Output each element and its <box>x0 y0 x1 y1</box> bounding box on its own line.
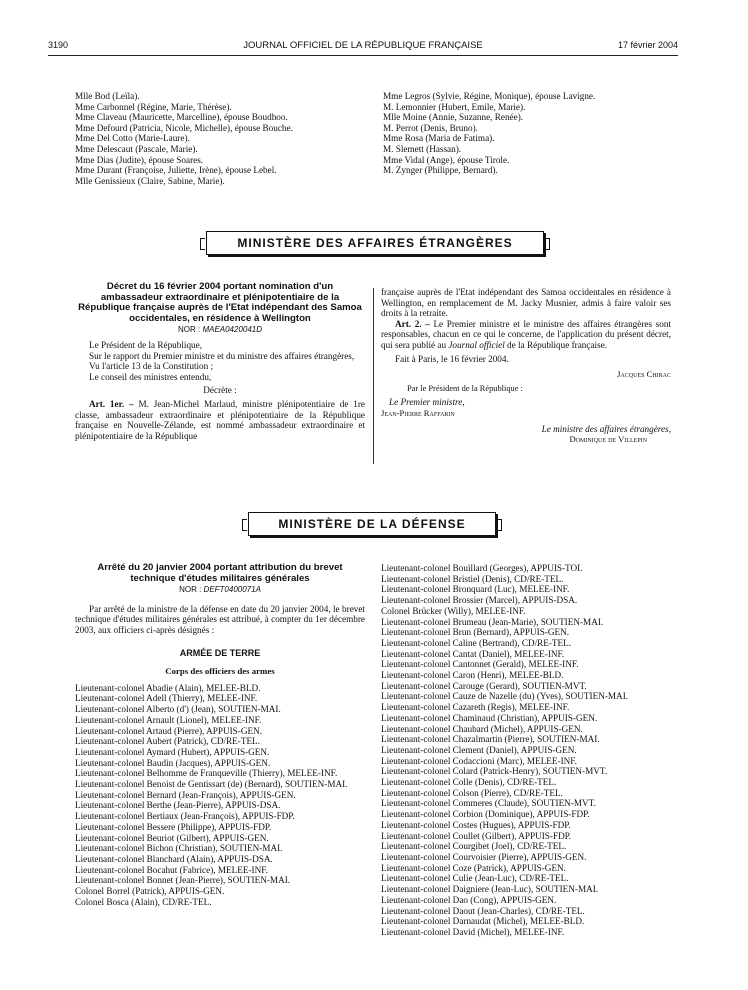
officer-entry: Lieutenant-colonel Bonnet (Jean-Pierre), SOUTIEN-MAI. <box>75 875 291 886</box>
officer-entry: Lieutenant-colonel Costes (Hugues), APPUIS-FDP. <box>381 819 571 830</box>
officer-entry: Lieutenant-colonel Culie (Jean-Luc), CD/RE-TEL. <box>381 873 569 884</box>
officer-entry: Colonel Borrel (Patrick), APPUIS-GEN. <box>75 886 225 897</box>
officer-entry: Lieutenant-colonel Caron (Henri), MELEE-BLD. <box>381 670 564 681</box>
officer-entry: Lieutenant-colonel Chaminaud (Christian), APPUIS-GEN. <box>381 712 598 723</box>
name-list-item: M. Lemonnier (Hubert, Emile, Marie). <box>383 101 526 112</box>
officer-entry: Lieutenant-colonel Chaubard (Michel), APPUIS-GEN. <box>381 723 583 734</box>
officer-entry: Lieutenant-colonel Coze (Patrick), APPUIS-GEN. <box>381 862 566 873</box>
officer-entry: Lieutenant-colonel Courgibet (Joel), CD/RE-TEL. <box>381 841 567 852</box>
officer-entry: Lieutenant-colonel Carouge (Gerard), SOUTIEN-MVT. <box>381 680 587 691</box>
decree-left-column <box>75 282 365 441</box>
officer-entry: Lieutenant-colonel Abadie (Alain), MELEE-BLD. <box>75 682 261 693</box>
name-list-item: Mlle Genissieux (Claire, Sabine, Marie). <box>75 175 225 186</box>
page-number: 3190 <box>48 40 69 50</box>
officer-entry: Lieutenant-colonel Cazareth (Regis), MELEE-INF. <box>381 702 570 713</box>
officer-entry: Lieutenant-colonel Bichon (Christian), SOUTIEN-MAI. <box>75 843 283 854</box>
decree-article-2 <box>381 319 671 351</box>
decree-title: Décret du 16 février 2004 portant nomination d'un ambassadeur extraordinaire et plénipotentiaire de la République française auprès de l'Etat indépendant des Samoa occidentales, en résidence à Wellington <box>78 281 362 324</box>
decree-decrete: Décrète : <box>203 385 237 396</box>
article-2-end: de la République française. <box>507 339 608 350</box>
decree-p1: Le Président de la République, <box>89 339 203 350</box>
journal-officiel-italic: Journal officiel <box>448 339 505 350</box>
journal-title: JOURNAL OFFICIEL DE LA RÉPUBLIQUE FRANÇAISE <box>243 40 483 51</box>
officer-entry: Lieutenant-colonel Darnaudat (Michel), MELEE-BLD. <box>381 916 585 927</box>
name-list-item: Mme Legros (Sylvie, Régine, Monique), épouse Lavigne. <box>383 91 596 101</box>
ministry-banner-defense: MINISTÈRE DE LA DÉFENSE <box>248 512 496 536</box>
officer-entry: Lieutenant-colonel Commeres (Claude), SOUTIEN-MVT. <box>381 798 596 809</box>
decree-p2: Sur le rapport du Premier ministre et du ministre des affaires étrangères, <box>89 350 355 361</box>
officer-entry: Lieutenant-colonel Cauze de Nazelle (du) (Yves), SOUTIEN-MAI. <box>381 691 629 702</box>
officer-entry: Lieutenant-colonel Berthe (Jean-Pierre), APPUIS-DSA. <box>75 800 281 811</box>
officer-entry: Lieutenant-colonel Caline (Bertrand), CD/RE-TEL. <box>381 637 572 648</box>
officer-entry: Lieutenant-colonel Courvoisier (Pierre), APPUIS-GEN. <box>381 851 587 862</box>
nor-code: DEFT0400071A <box>203 585 261 595</box>
officer-entry: Lieutenant-colonel Alberto (d') (Jean), SOUTIEN-MAI. <box>75 704 281 715</box>
officer-entry: Lieutenant-colonel Bertiaux (Jean-François), APPUIS-FDP. <box>75 811 295 822</box>
name-list-item: M. Slemett (Hassan). <box>383 143 462 154</box>
decree-p4: Le conseil des ministres entendu, <box>89 371 212 382</box>
decree-nor <box>75 325 365 336</box>
name-list-right <box>383 91 683 176</box>
officer-entry: Lieutenant-colonel Chazalmartin (Pierre), SOUTIEN-MAI. <box>381 734 600 745</box>
officer-entry: Lieutenant-colonel Bouillard (Georges), APPUIS-TOI. <box>381 563 583 573</box>
officer-entry: Lieutenant-colonel Daout (Jean-Charles), CD/RE-TEL. <box>381 905 585 916</box>
officer-entry: Lieutenant-colonel Artaud (Pierre), APPUIS-GEN. <box>75 725 263 736</box>
name-list-item: Mlle Bod (Leïla). <box>75 91 140 101</box>
officer-entry: Lieutenant-colonel Benoist de Gentissart (de) (Bernard), SOUTIEN-MAI. <box>75 779 348 790</box>
name-list-item: Mlle Moine (Annie, Suzanne, Renée). <box>383 112 524 123</box>
name-list-item: Mme Claveau (Mauricette, Marcelline), épouse Boudhoo. <box>75 112 288 123</box>
name-list-left <box>75 91 375 186</box>
article-2-text: Le Premier ministre et le ministre des affaires étrangères sont responsables, chacun en ce qui le concerne, de l'application du présent décret, qui sera publié au <box>381 318 671 350</box>
issue-date: 17 février 2004 <box>617 40 678 50</box>
name-list-item: Mme Delescaut (Pascale, Marie). <box>75 143 198 154</box>
corps-heading: Corps des officiers des armes <box>165 666 275 677</box>
name-list-item: Mme Dias (Judite), épouse Soares. <box>75 154 204 165</box>
officer-entry: Lieutenant-colonel Colson (Pierre), CD/RE-TEL. <box>381 787 563 798</box>
decree-fait: Fait à Paris, le 16 février 2004. <box>395 353 509 364</box>
arrete-left-column <box>75 563 365 908</box>
name-list-item: Mme Durant (Françoise, Juliette, Irène), épouse Lebel. <box>75 165 277 176</box>
officer-entry: Lieutenant-colonel Brossier (Marcel), APPUIS-DSA. <box>381 595 578 606</box>
officer-entry: Lieutenant-colonel Clement (Daniel), APPUIS-GEN. <box>381 744 577 755</box>
name-list-item: Mme Rosa (Maria de Fatima). <box>383 133 495 144</box>
ministry-banner-foreign-affairs: MINISTÈRE DES AFFAIRES ÉTRANGÈRES <box>206 231 544 255</box>
nor-label: NOR : <box>179 585 202 595</box>
officer-entry: Lieutenant-colonel Aubert (Patrick), CD/RE-TEL. <box>75 736 260 747</box>
header-rule <box>48 55 678 56</box>
arrete-title: Arrêté du 20 janvier 2004 portant attribution du brevet technique d'études militaires générales <box>97 562 343 584</box>
article-2-label: Art. 2. – <box>395 318 430 329</box>
officer-entry: Lieutenant-colonel Bronquard (Luc), MELEE-INF. <box>381 584 570 595</box>
name-list-item: Mme Defourd (Patricia, Nicole, Michelle), épouse Bouche. <box>75 122 293 133</box>
officer-entry: Lieutenant-colonel Dao (Cong), APPUIS-GEN. <box>381 894 557 905</box>
decree-right-column <box>381 287 671 445</box>
officer-entry: Lieutenant-colonel Brumeau (Jean-Marie), SOUTIEN-MAI. <box>381 616 604 627</box>
officer-entry: Lieutenant-colonel Bernard (Jean-François), APPUIS-GEN. <box>75 789 296 800</box>
officer-entry: Lieutenant-colonel Bocahut (Fabrice), MELEE-INF. <box>75 864 268 875</box>
officer-entry: Colonel Bosca (Alain), CD/RE-TEL. <box>75 896 212 907</box>
officer-entry: Colonel Brücker (Willy), MELEE-INF. <box>381 605 526 616</box>
officer-entry: Lieutenant-colonel Baudin (Jacques), APPUIS-GEN. <box>75 757 271 768</box>
officer-entry: Lieutenant-colonel Blanchard (Alain), APPUIS-DSA. <box>75 854 273 864</box>
signer-president: Jacques Chirac <box>617 369 671 380</box>
officer-list-left <box>75 683 365 908</box>
officer-entry: Lieutenant-colonel Belhomme de Franqueville (Thierry), MELEE-INF. <box>75 768 338 779</box>
officer-entry: Lieutenant-colonel Cantonnet (Gerald), MELEE-INF. <box>381 659 579 670</box>
officer-entry: Lieutenant-colonel Aymard (Hubert), APPUIS-GEN. <box>75 746 270 757</box>
arrete-intro: Par arrêté de la ministre de la défense en date du 20 janvier 2004, le brevet technique d'études militaires générales est attribué, à compter du 1er décembre 2003, aux officiers ci-après désignés : <box>75 603 365 635</box>
nor-label: NOR : <box>177 325 201 335</box>
armee-heading: ARMÉE DE TERRE <box>179 647 261 658</box>
officer-entry: Lieutenant-colonel Coullet (Gilbert), APPUIS-FDP. <box>381 830 572 841</box>
officer-entry: Lieutenant-colonel Corbion (Dominique), APPUIS-FDP. <box>381 809 590 820</box>
name-list-item: M. Perrot (Denis, Bruno). <box>383 122 478 133</box>
officer-list-right <box>381 563 673 938</box>
officer-entry: Lieutenant-colonel Bristiel (Denis), CD/RE-TEL. <box>381 573 564 584</box>
minister-name: Dominique de Villepin <box>569 434 647 445</box>
decree-p3: Vu l'article 13 de la Constitution ; <box>89 361 214 372</box>
officer-entry: Lieutenant-colonel Beuriot (Gilbert), APPUIS-GEN. <box>75 832 269 843</box>
column-divider <box>373 288 374 464</box>
officer-entry: Lieutenant-colonel Codaccioni (Marc), MELEE-INF. <box>381 755 577 766</box>
page-header <box>48 40 678 54</box>
name-list-item: Mme Carbonnel (Régine, Marie, Thérèse). <box>75 101 232 112</box>
officer-entry: Lieutenant-colonel Adell (Thierry), MELEE-INF. <box>75 693 258 704</box>
officer-entry: Lieutenant-colonel Bessere (Philippe), APPUIS-FDP. <box>75 821 272 832</box>
pm-name: Jean-Pierre Raffarin <box>381 407 455 418</box>
officer-entry: Lieutenant-colonel Colard (Patrick-Henry), SOUTIEN-MVT. <box>381 766 608 777</box>
article-1-text: M. Jean-Michel Marlaud, ministre plénipotentiaire de 1re classe, ambassadeur extraordinaire et plénipotentiaire de la République française en Nouvelle-Zélande, est nommé ambassadeur extraordinaire et plénipotentiaire de la République <box>75 398 366 441</box>
decree-article-1-continued: française auprès de l'Etat indépendant des Samoa occidentales en résidence à Wellington, en remplacement de M. Jacky Musnier, admis à faire valoir ses droits à la retraite. <box>381 287 671 319</box>
name-list-item: Mme Vidal (Ange), épouse Tirole. <box>383 154 510 165</box>
name-list-item: M. Zynger (Philippe, Bernard). <box>383 165 498 176</box>
officer-entry: Lieutenant-colonel Cantat (Daniel), MELEE-INF. <box>381 648 565 659</box>
nor-code: MAEA0420041D <box>202 325 263 335</box>
officer-entry: Lieutenant-colonel David (Michel), MELEE-INF. <box>381 926 565 937</box>
officer-entry: Lieutenant-colonel Brun (Bernard), APPUIS-GEN. <box>381 627 570 638</box>
arrete-nor <box>75 585 365 596</box>
par-le-president: Par le Président de la République : <box>407 383 523 393</box>
officer-entry: Lieutenant-colonel Colle (Denis), CD/RE-TEL. <box>381 777 557 788</box>
article-1-label: Art. 1er. – <box>89 398 134 409</box>
decree-article-1 <box>75 399 365 441</box>
officer-entry: Lieutenant-colonel Daigniere (Jean-Luc), SOUTIEN-MAI. <box>381 884 599 895</box>
pm-title: Le Premier ministre, <box>389 397 465 408</box>
name-list-item: Mme Del Cotto (Marie-Laure). <box>75 133 190 144</box>
minister-title: Le ministre des affaires étrangères, <box>541 423 671 434</box>
officer-entry: Lieutenant-colonel Arnault (Lionel), MELEE-INF. <box>75 714 262 725</box>
